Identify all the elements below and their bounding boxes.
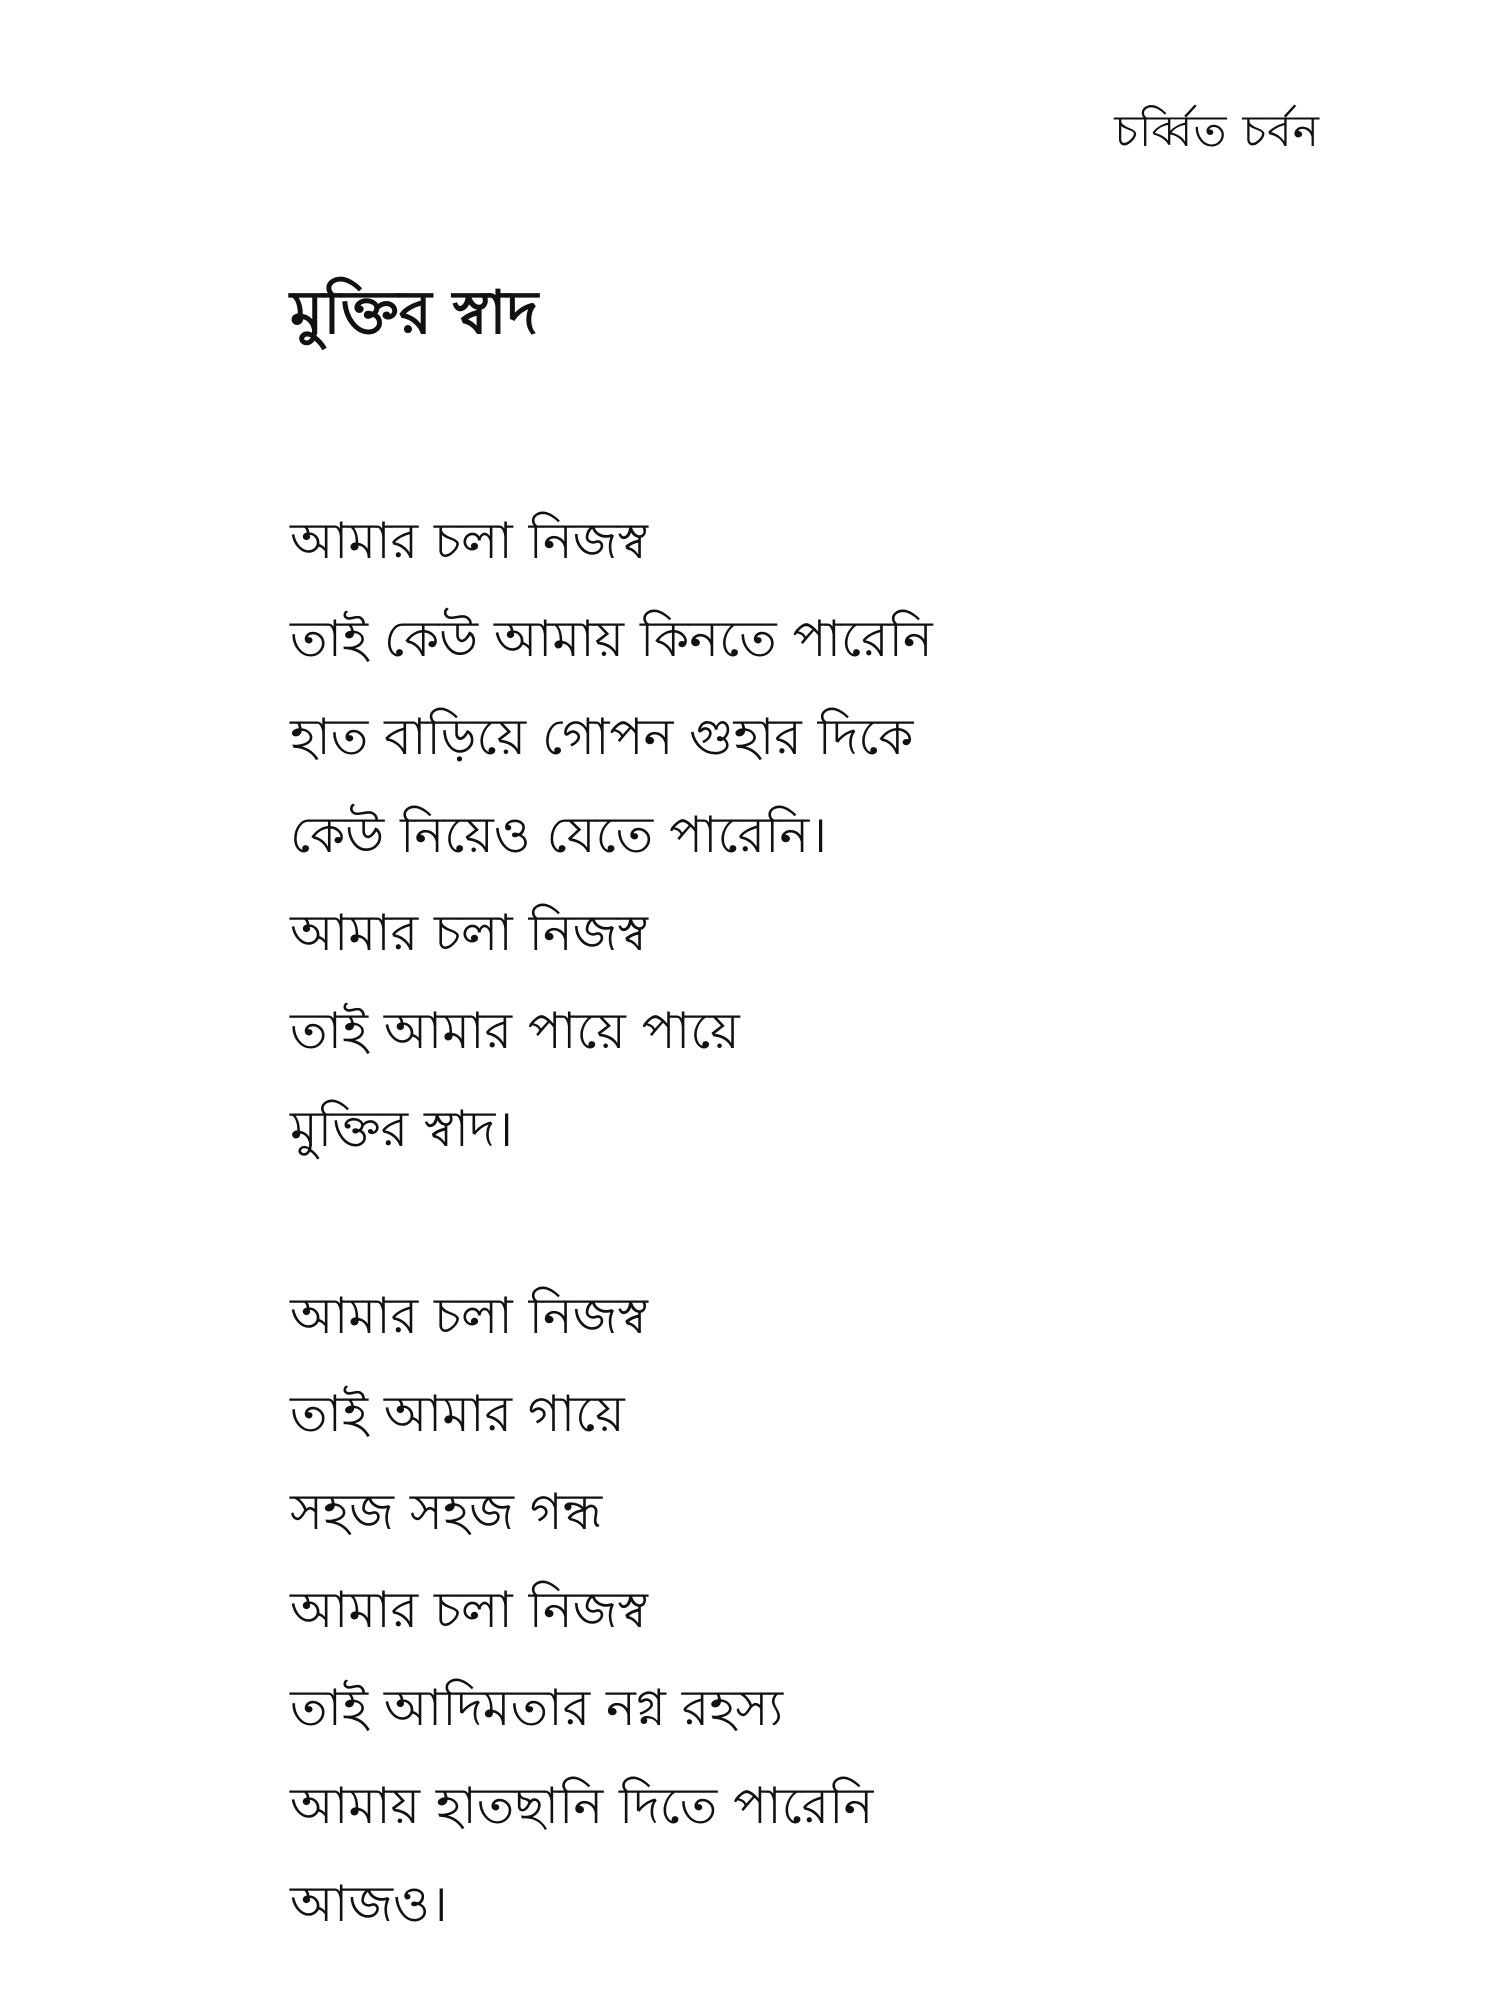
poem-title: মুক্তির স্বাদ — [290, 278, 539, 348]
poem-line: আজও। — [290, 1875, 448, 1933]
poem-line: সহজ সহজ গন্ধ — [290, 1483, 603, 1541]
stanza-1 — [290, 492, 1290, 1178]
poem-line: আমায় হাতছানি দিতে পারেনি — [290, 1777, 874, 1835]
poem-line: আমার চলা নিজস্ব — [290, 904, 648, 962]
poem-line: আমার চলা নিজস্ব — [290, 1287, 648, 1345]
poem-line: মুক্তির স্বাদ। — [290, 1100, 514, 1158]
running-header: চর্ব্বিত চর্বন — [1114, 106, 1320, 157]
poem-line: আমার চলা নিজস্ব — [290, 512, 648, 570]
poem-line: হাত বাড়িয়ে গোপন গুহার দিকে — [290, 708, 914, 766]
poem-line: তাই আদিমতার নগ্ন রহস্য — [290, 1679, 784, 1737]
poem-line: তাই আমার গায়ে — [290, 1385, 625, 1443]
stanza-2 — [290, 1267, 1290, 1953]
poem-line: তাই আমার পায়ে পায়ে — [290, 1002, 740, 1060]
poem-line: তাই কেউ আমায় কিনতে পারেনি — [290, 610, 933, 668]
poem-line: আমার চলা নিজস্ব — [290, 1581, 648, 1639]
poem-line: কেউ নিয়েও যেতে পারেনি। — [290, 806, 828, 864]
